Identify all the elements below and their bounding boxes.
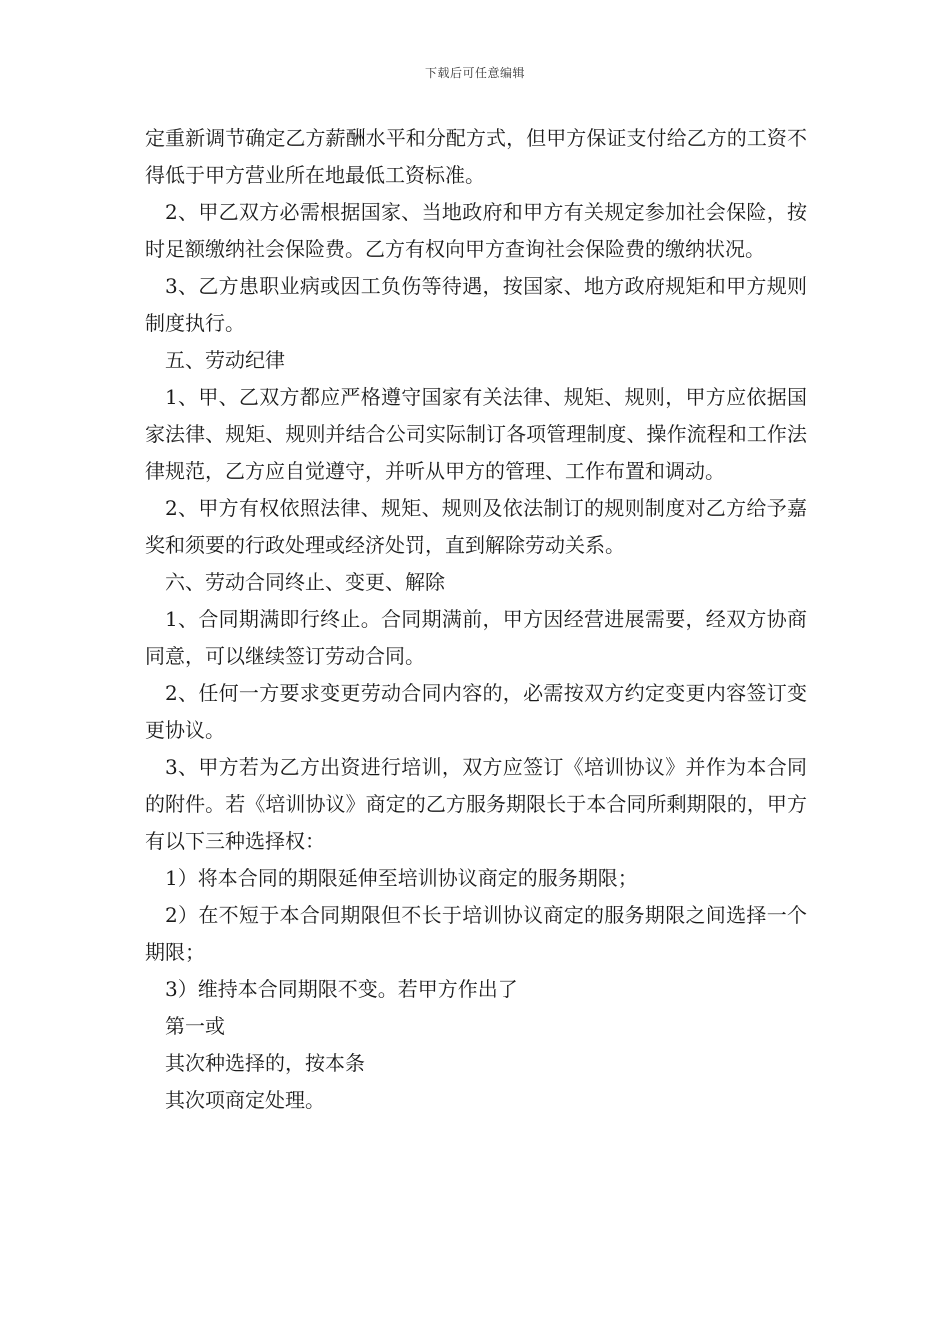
section-heading: 五、劳动纪律: [165, 348, 285, 372]
section-heading: 六、劳动合同终止、变更、解除: [165, 570, 445, 594]
paragraph: 3、甲方若为乙方出资进行培训，双方应签订《培训协议》并作为本合同的附件。若《培训协议》商定的乙方服务期限长于本合同所剩期限的，甲方有以下三种选择权：: [145, 755, 807, 853]
paragraph: 其次项商定处理。: [165, 1088, 325, 1112]
paragraph: 1、合同期满即行终止。合同期满前，甲方因经营进展需要，经双方协商同意，可以继续签订劳动合同。: [145, 607, 807, 668]
paragraph: 2、甲方有权依照法律、规矩、规则及依法制订的规则制度对乙方给予嘉奖和须要的行政处理或经济处罚，直到解除劳动关系。: [145, 496, 807, 557]
page-header: 下载后可任意编辑: [424, 66, 525, 80]
document-body: [145, 120, 807, 1119]
paragraph: 3、乙方患职业病或因工负伤等待遇，按国家、地方政府规矩和甲方规则制度执行。: [145, 274, 807, 335]
list-item: 2）在不短于本合同期限但不长于培训协议商定的服务期限之间选择一个期限；: [145, 903, 807, 964]
paragraph: 定重新调节确定乙方薪酬水平和分配方式，但甲方保证支付给乙方的工资不得低于甲方营业所在地最低工资标准。: [145, 126, 807, 187]
paragraph: 第一或: [165, 1014, 225, 1038]
paragraph: 其次种选择的，按本条: [165, 1051, 365, 1075]
paragraph: 1、甲、乙双方都应严格遵守国家有关法律、规矩、规则，甲方应依据国家法律、规矩、规则并结合公司实际制订各项管理制度、操作流程和工作法律规范，乙方应自觉遵守，并听从甲方的管理、工作布置和调动。: [145, 385, 807, 483]
list-item: 3）维持本合同期限不变。若甲方作出了: [165, 977, 518, 1001]
list-item: 1）将本合同的期限延伸至培训协议商定的服务期限；: [165, 866, 638, 890]
paragraph: 2、甲乙双方必需根据国家、当地政府和甲方有关规定参加社会保险，按时足额缴纳社会保险费。乙方有权向甲方查询社会保险费的缴纳状况。: [145, 200, 807, 261]
paragraph: 2、任何一方要求变更劳动合同内容的，必需按双方约定变更内容签订变更协议。: [145, 681, 807, 742]
